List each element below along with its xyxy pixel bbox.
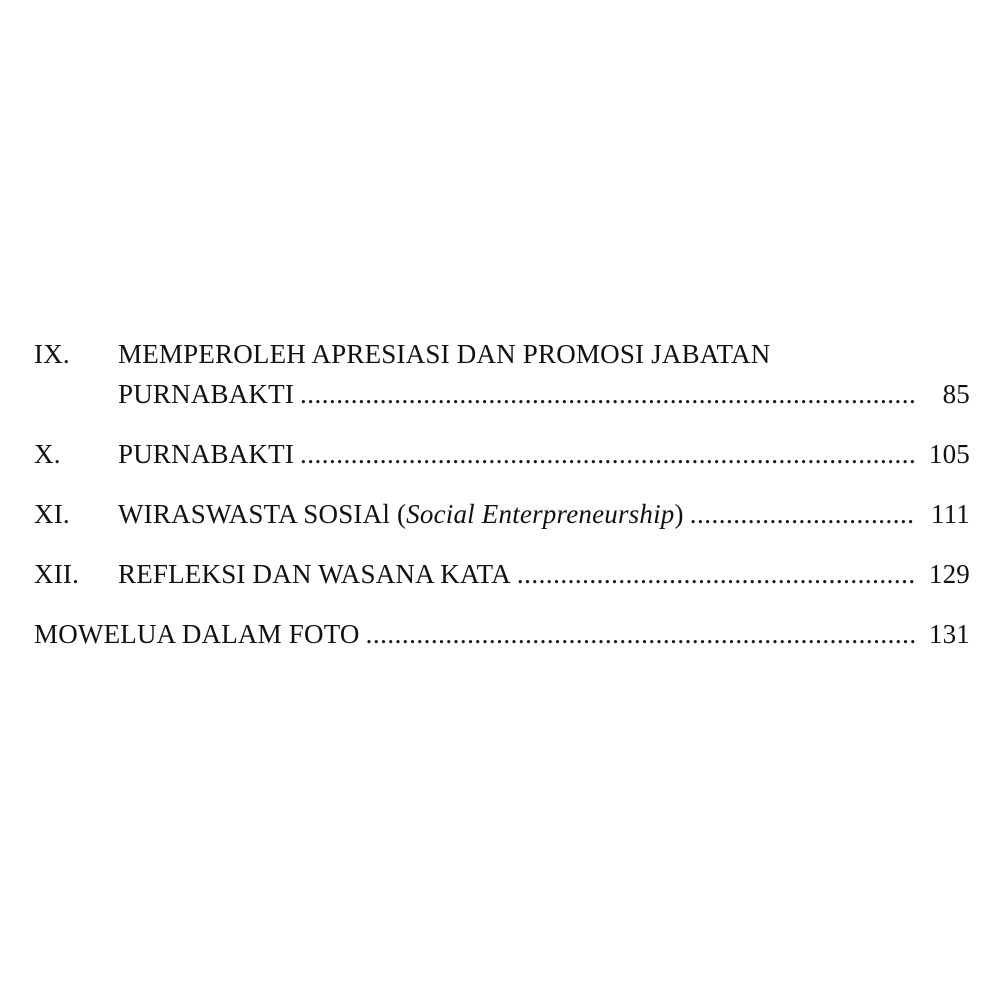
table-of-contents — [34, 334, 970, 654]
toc-entry-number: IX. — [34, 339, 70, 369]
dot-leader — [300, 434, 916, 474]
dot-leader — [690, 494, 916, 534]
toc-entry-body — [118, 434, 970, 474]
toc-entry-title-italic: Social Enterpreneurship — [406, 499, 675, 529]
toc-entry-title: MOWELUA DALAM FOTO — [34, 619, 360, 649]
dot-leader — [517, 554, 916, 594]
toc-entry-number: X. — [34, 439, 61, 469]
toc-entry-body — [118, 494, 970, 534]
toc-entry-ix[interactable] — [34, 334, 970, 414]
toc-entry-xi[interactable] — [34, 494, 970, 534]
dot-leader — [366, 614, 916, 654]
toc-entry-line — [118, 374, 970, 414]
toc-entry-title-line1: MEMPEROLEH APRESIASI DAN PROMOSI JABATAN — [118, 339, 771, 369]
toc-entry-number: XII. — [34, 559, 80, 589]
toc-entry-body — [118, 334, 970, 414]
toc-entry-x[interactable] — [34, 434, 970, 474]
toc-entry-page: 111 — [930, 499, 970, 529]
toc-entry-title: PURNABAKTI — [118, 439, 295, 469]
toc-entry-xii[interactable] — [34, 554, 970, 594]
toc-entry-line — [118, 554, 970, 594]
toc-entry-page: 85 — [942, 379, 970, 409]
toc-entry-mowelua[interactable] — [34, 614, 970, 654]
toc-entry-page: 131 — [928, 619, 970, 649]
toc-entry-title: REFLEKSI DAN WASANA KATA — [118, 559, 511, 589]
toc-entry-title-line2: PURNABAKTI — [118, 379, 295, 409]
toc-entry-title-prefix: WIRASWASTA SOSIAl ( — [118, 499, 407, 529]
toc-entry-line — [118, 434, 970, 474]
toc-entry-title — [118, 494, 684, 534]
toc-entry-page: 129 — [928, 559, 970, 589]
toc-entry-title-suffix: ) — [674, 499, 684, 529]
toc-entry-line — [34, 614, 970, 654]
toc-entry-number: XI. — [34, 499, 70, 529]
toc-entry-line — [118, 494, 970, 534]
toc-entry-body — [118, 554, 970, 594]
dot-leader — [300, 374, 916, 414]
toc-entry-page: 105 — [928, 439, 970, 469]
